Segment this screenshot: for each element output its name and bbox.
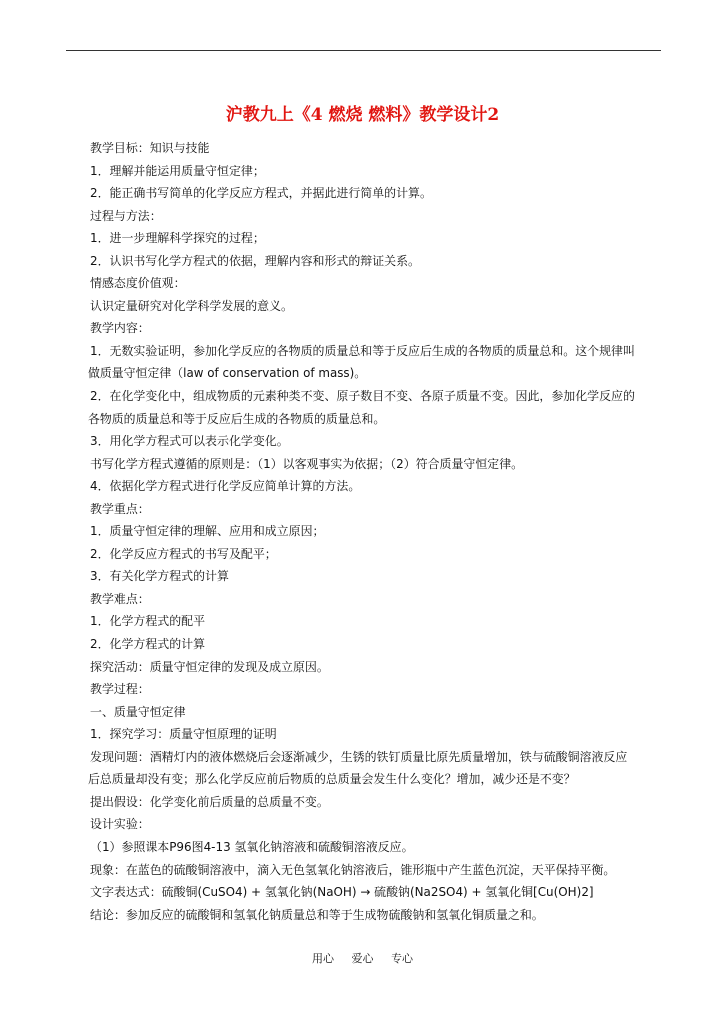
objective-heading: 教学目标：知识与技能 <box>90 141 210 155</box>
text-line: 各物质的质量总和等于反应后生成的各物质的质量总和。 <box>88 411 386 426</box>
section-heading: 设计实验： <box>90 817 150 832</box>
text-line: 2．能正确书写简单的化学反应方程式，并据此进行简单的计算。 <box>90 186 432 201</box>
text-line: 3．有关化学方程式的计算 <box>90 569 229 584</box>
text-line: 4．依据化学方程式进行化学反应简单计算的方法。 <box>90 479 361 494</box>
section-heading: 教学重点： <box>90 501 150 516</box>
text-line: 现象：在蓝色的硫酸铜溶液中，滴入无色氢氧化钠溶液后，锥形瓶中产生蓝色沉淀，天平保持平衡。 <box>90 862 616 877</box>
header-rule <box>66 50 661 51</box>
document-title: 沪教九上《4 燃烧 燃料》教学设计2 <box>225 105 500 125</box>
text-line: 后总质量却没有变；那么化学反应前后物质的总质量会发生什么变化？增加，减少还是不变？ <box>88 772 576 787</box>
text-line: 2．在化学变化中，组成物质的元素种类不变、原子数目不变、各原子质量不变。因此，参加化学反应的 <box>90 389 635 404</box>
text-line: 1．质量守恒定律的理解、应用和成立原因； <box>90 524 325 539</box>
document-body <box>90 137 670 926</box>
text-line: 3．用化学方程式可以表示化学变化。 <box>90 434 289 449</box>
text-line: 1．探究学习：质量守恒原理的证明 <box>90 727 277 742</box>
text-line: 书写化学方程式遵循的原则是：（1）以客观事实为依据；（2）符合质量守恒定律。 <box>90 456 524 471</box>
section-heading: 教学内容： <box>90 321 150 336</box>
text-line: 提出假设：化学变化前后质量的总质量不变。 <box>90 794 329 809</box>
text-line: 2．认识书写化学方程式的依据，理解内容和形式的辩证关系。 <box>90 253 420 268</box>
text-line: 2．化学方程式的计算 <box>90 637 206 652</box>
section-heading: 一、质量守恒定律 <box>90 704 186 719</box>
page-footer: 用心 爱心 专心 <box>312 952 413 965</box>
text-line: 探究活动：质量守恒定律的发现及成立原因。 <box>90 659 329 674</box>
text-line: （1）参照课本P96图4-13 氢氧化钠溶液和硫酸铜溶液反应。 <box>90 839 414 854</box>
section-heading: 情感态度价值观： <box>90 276 186 291</box>
text-line: 1．无数实验证明，参加化学反应的各物质的质量总和等于反应后生成的各物质的质量总和。这个规律叫 <box>90 343 635 358</box>
text-line: 认识定量研究对化学科学发展的意义。 <box>90 298 293 313</box>
text-line: 发现问题：酒精灯内的液体燃烧后会逐渐减少，生锈的铁钉质量比原先质量增加，铁与硫酸铜溶液反应 <box>90 749 628 764</box>
text-line: 做质量守恒定律（law of conservation of mass)。 <box>88 366 367 381</box>
section-heading: 过程与方法： <box>90 208 162 223</box>
text-line: 2．化学反应方程式的书写及配平； <box>90 546 277 561</box>
section-heading: 教学过程： <box>90 682 150 697</box>
section-heading: 教学难点： <box>90 591 150 606</box>
equation-line: 文字表达式：硫酸铜(CuSO4) + 氢氧化钠(NaOH) → 硫酸钠(Na2SO4) + 氢氧化铜[Cu(OH)2] <box>90 885 594 900</box>
text-line: 1．理解并能运用质量守恒定律； <box>90 163 265 178</box>
text-line: 1．化学方程式的配平 <box>90 614 206 629</box>
text-line: 1．进一步理解科学探究的过程； <box>90 231 265 246</box>
text-line: 结论：参加反应的硫酸铜和氢氧化钠质量总和等于生成物硫酸钠和氢氧化铜质量之和。 <box>90 907 544 922</box>
